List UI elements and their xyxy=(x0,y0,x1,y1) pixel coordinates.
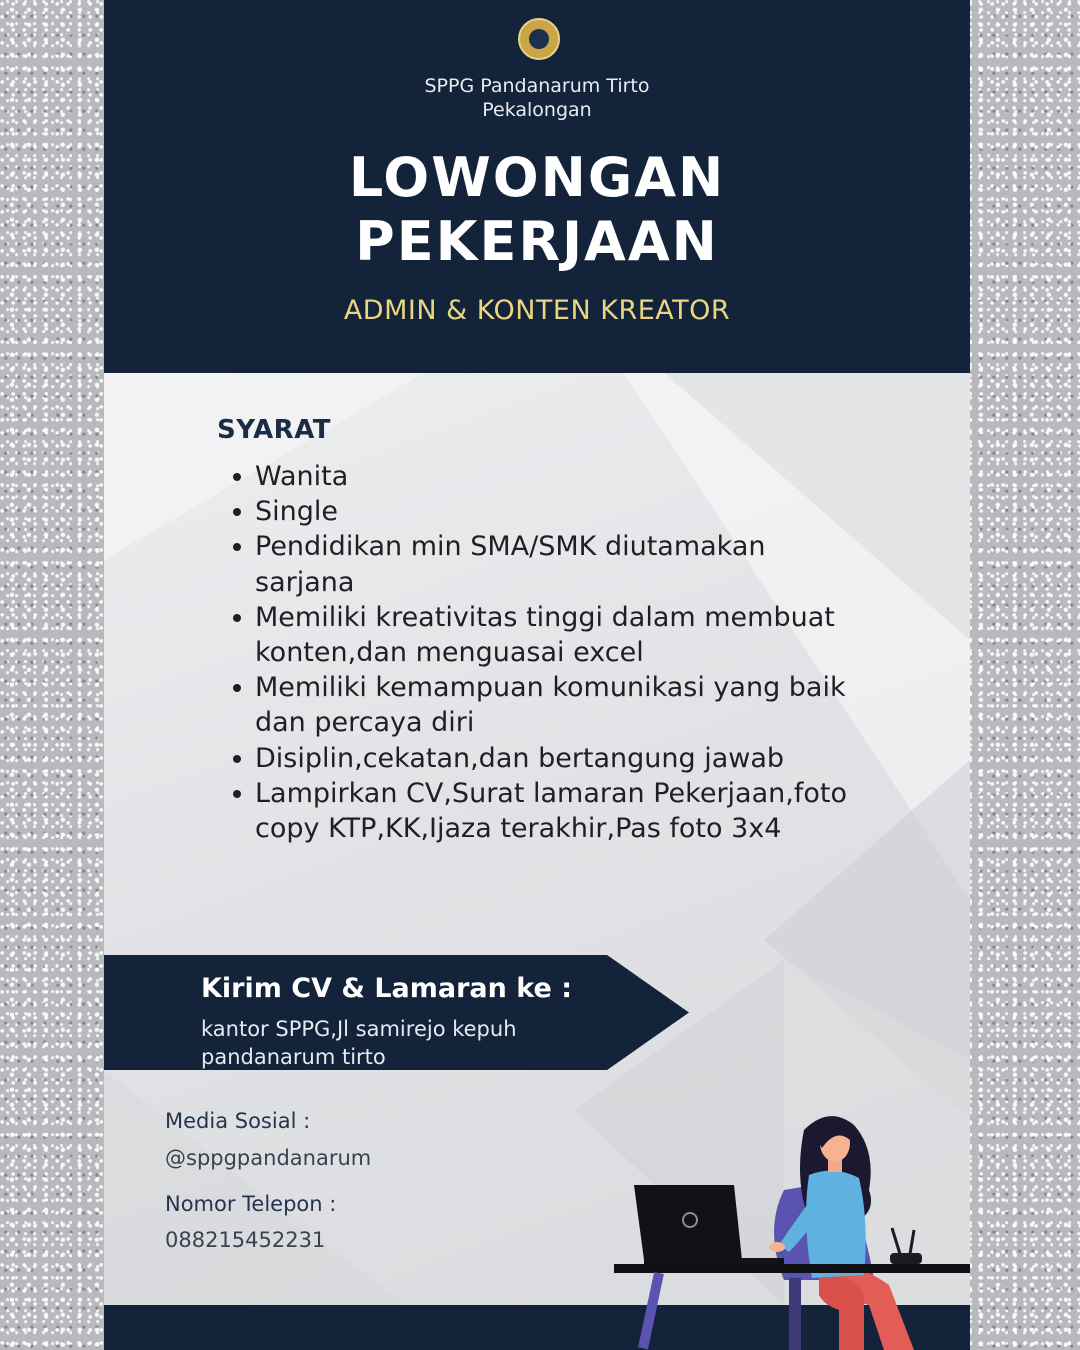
requirement-item: Single xyxy=(227,494,847,529)
woman-at-laptop-illustration xyxy=(614,1110,970,1350)
poster xyxy=(104,0,970,1350)
title-line-2: PEKERJAAN xyxy=(355,210,719,273)
title-line-1: LOWONGAN xyxy=(348,146,726,209)
requirements-list xyxy=(227,459,847,846)
requirement-item: Pendidikan min SMA/SMK diutamakan sarjana xyxy=(227,529,847,599)
phone-label: Nomor Telepon : xyxy=(165,1192,337,1216)
organization-line-2: Pekalongan xyxy=(482,99,592,121)
social-media-label: Media Sosial : xyxy=(165,1109,311,1133)
job-position: ADMIN & KONTEN KREATOR xyxy=(343,295,731,326)
application-address: kantor SPPG,Jl samirejo kepuh pandanarum tirto xyxy=(201,1017,517,1069)
organization-line-1: SPPG Pandanarum Tirto xyxy=(424,75,650,97)
requirement-item: Lampirkan CV,Surat lamaran Pekerjaan,foto copy KTP,KK,Ijaza terakhir,Pas foto 3x4 xyxy=(227,776,847,846)
requirements-heading: SYARAT xyxy=(217,415,332,445)
organization-name xyxy=(104,74,970,122)
phone-number: 088215452231 xyxy=(165,1228,326,1252)
government-seal-icon xyxy=(518,18,560,60)
requirement-item: Memiliki kreativitas tinggi dalam membuat konten,dan menguasai excel xyxy=(227,600,847,670)
social-media-handle: @sppgpandanarum xyxy=(165,1146,372,1170)
page-title xyxy=(104,146,970,274)
requirement-item: Wanita xyxy=(227,459,847,494)
requirement-item: Disiplin,cekatan,dan bertangung jawab xyxy=(227,741,847,776)
header-banner xyxy=(104,0,970,373)
requirement-item: Memiliki kemampuan komunikasi yang baik dan percaya diri xyxy=(227,670,847,740)
application-title: Kirim CV & Lamaran ke : xyxy=(201,973,573,1004)
